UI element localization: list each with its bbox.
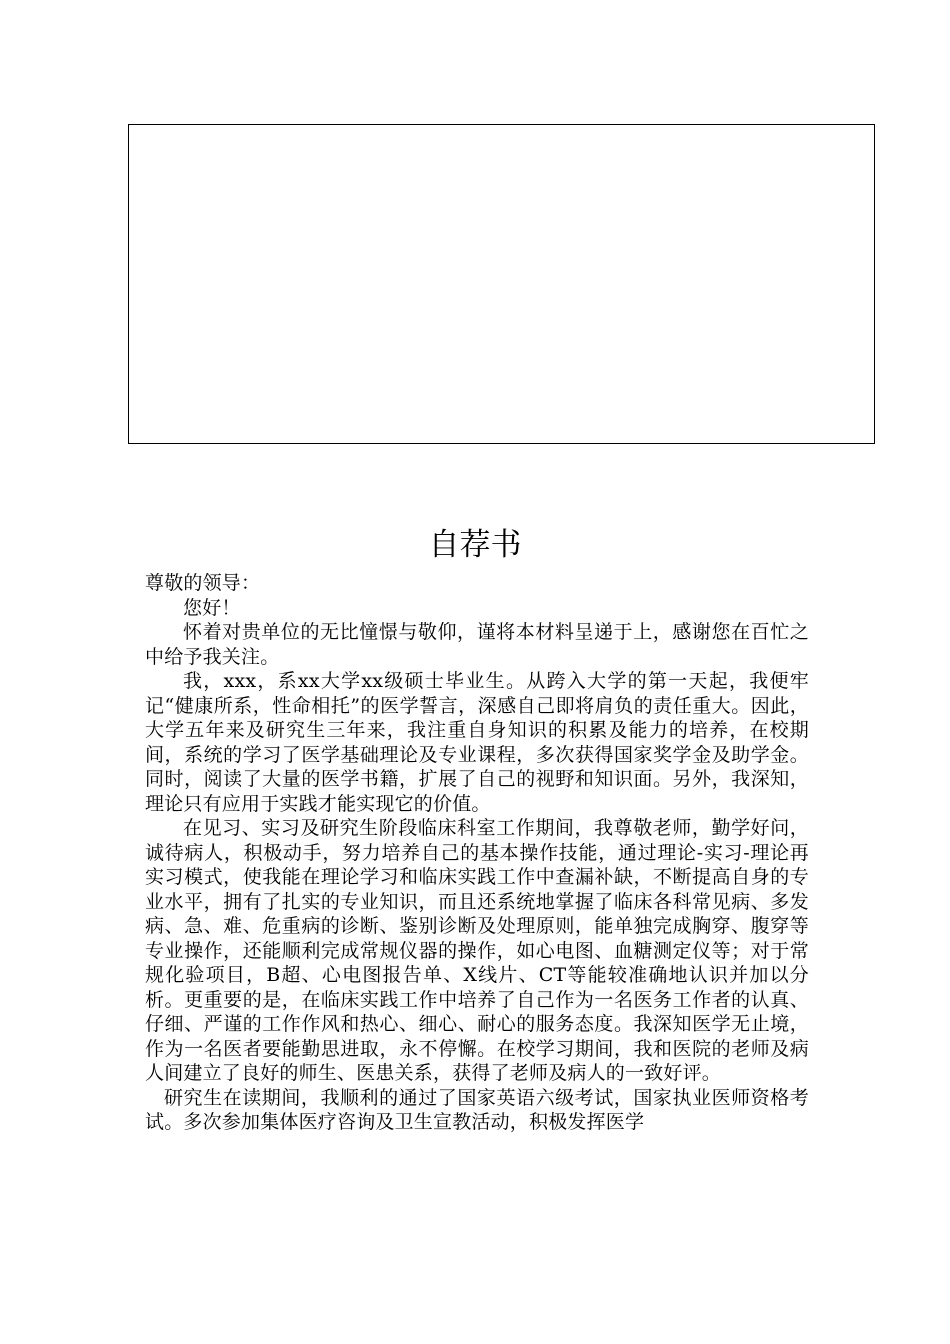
- blank-frame: [128, 124, 875, 444]
- paragraph-education: 我，xxx，系xx大学xx级硕士毕业生。从跨入大学的第一天起，我便牢记“健康所系，性命相托”的医学誓言，深感自己即将肩负的责任重大。因此，大学五年来及研究生三年来，我注重自身知识的积累及能力的培养，在校期间，系统的学习了医学基础理论及专业课程，多次获得国家奖学金及助学金。同时，阅读了大量的医学书籍，扩展了自己的视野和知识面。另外，我深知，理论只有应用于实践才能实现它的价值。: [145, 670, 809, 815]
- paragraph-clinical: 在见习、实习及研究生阶段临床科室工作期间，我尊敬老师，勤学好问，诚待病人，积极动手，努力培养自己的基本操作技能，通过理论-实习-理论再实习模式，使我能在理论学习和临床实践工作中查漏补缺，不断提高自身的专业水平，拥有了扎实的专业知识，而且还系统地掌握了临床各科常见病、多发病、急、难、危重病的诊断、鉴别诊断及处理原则，能单独完成胸穿、腹穿等专业操作，还能顺利完成常规仪器的操作，如心电图、血糖测定仪等；对于常规化验项目，B超、心电图报告单、X线片、CT等能较准确地认识并加以分析。更重要的是，在临床实践工作中培养了自己作为一名医务工作者的认真、仔细、严谨的工作作风和热心、细心、耐心的服务态度。我深知医学无止境，作为一名医者要能勤思进取，永不停懈。在校学习期间，我和医院的老师及病人间建立了良好的师生、医患关系，获得了老师及病人的一致好评。: [145, 817, 809, 1084]
- greeting: 您好！: [183, 596, 241, 619]
- paragraph-intro: 怀着对贵单位的无比憧憬与敬仰，谨将本材料呈递于上，感谢您在百忙之中给予我关注。: [145, 621, 809, 668]
- document-title: 自荐书: [428, 527, 522, 563]
- paragraph-graduate: 研究生在读期间，我顺利的通过了国家英语六级考试，国家执业医师资格考试。多次参加集体医疗咨询及卫生宣教活动，积极发挥医学: [145, 1086, 809, 1133]
- document-body: [145, 571, 809, 1135]
- salutation: 尊敬的领导：: [145, 572, 261, 594]
